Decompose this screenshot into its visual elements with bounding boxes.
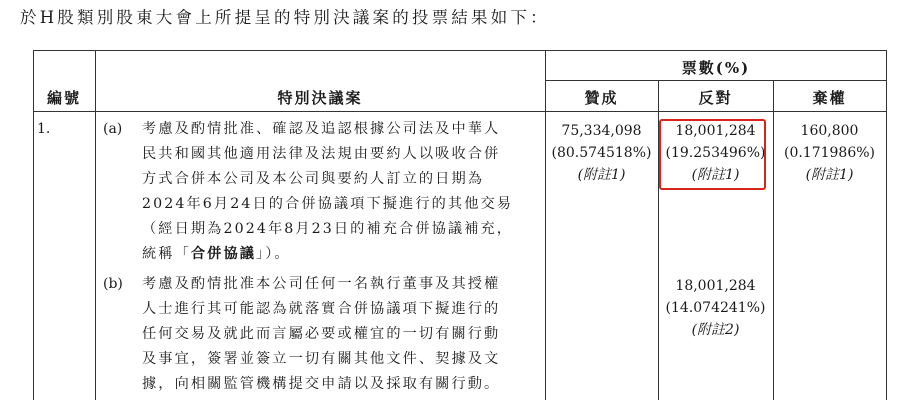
against-votes-cell-b bbox=[658, 275, 773, 341]
for-votes-cell bbox=[545, 120, 658, 186]
resolution-line: 2024年6月24日的合併協議項下擬進行的其他交易 bbox=[142, 196, 514, 212]
against-header: 反對 bbox=[698, 89, 733, 107]
votes-header: 票數(%) bbox=[681, 59, 751, 77]
against-note: (附註1) bbox=[691, 167, 740, 183]
abstain-header: 棄權 bbox=[812, 89, 847, 107]
resolution-line: 據，向相關監管機構提交申請以及採取有關行動。 bbox=[142, 376, 501, 392]
against-percentage: (14.074241%) bbox=[665, 300, 766, 316]
row-number: 1. bbox=[37, 121, 51, 137]
resolution-line: 任何交易及就此而言屬必要或權宜的一切有關行動 bbox=[142, 326, 501, 342]
header-bottom-border bbox=[33, 111, 887, 112]
number-header: 編號 bbox=[46, 89, 81, 107]
against-note: (附註2) bbox=[691, 322, 740, 338]
intro-text: 於H股類別股東大會上所提呈的特別決議案的投票結果如下： bbox=[20, 8, 550, 27]
resolution-line: 考慮及酌情批准本公司任何一名執行董事及其授權 bbox=[142, 276, 501, 292]
table-top-border bbox=[33, 50, 887, 51]
against-percentage: (19.253496%) bbox=[665, 145, 766, 161]
votes-header-divider bbox=[545, 80, 887, 81]
resolution-header: 特別決議案 bbox=[277, 89, 363, 107]
resolution-text-b bbox=[142, 272, 500, 397]
defined-term: 合併協議 bbox=[190, 246, 257, 262]
resolution-line: 民共和國其他適用法律及法規由要約人以吸收合併 bbox=[142, 146, 501, 162]
resolution-line: 方式合併本公司及本公司與要約人訂立的日期為 bbox=[142, 171, 485, 187]
abstain-note: (附註1) bbox=[805, 167, 854, 183]
sub-item-label: (b) bbox=[103, 276, 123, 292]
resolution-line: 人士進行其可能認為就落實合併協議項下擬進行的 bbox=[142, 301, 501, 317]
abstain-value: 160,800 bbox=[800, 123, 859, 139]
table-right-border bbox=[886, 50, 887, 400]
sub-item-label: (a) bbox=[103, 121, 123, 137]
against-value: 18,001,284 bbox=[675, 123, 756, 139]
resolution-line: （經日期為2024年8月23日的補充合併協議補充， bbox=[142, 221, 514, 237]
resolution-text-a bbox=[142, 117, 513, 267]
for-percentage: (80.574518%) bbox=[551, 145, 652, 161]
abstain-votes-cell bbox=[773, 120, 886, 186]
for-value: 75,334,098 bbox=[561, 123, 642, 139]
abstain-percentage: (0.171986%) bbox=[783, 145, 876, 161]
resolution-line: 及事宜，簽署並簽立一切有關其他文件、契據及文 bbox=[142, 351, 501, 367]
highlight-box bbox=[659, 119, 766, 190]
for-note: (附註1) bbox=[577, 167, 626, 183]
for-header: 贊成 bbox=[584, 89, 619, 107]
against-value: 18,001,284 bbox=[675, 278, 756, 294]
resolution-line: 考慮及酌情批准、確認及追認根據公司法及中華人 bbox=[142, 121, 501, 137]
resolution-line: 統稱「合併協議」）。 bbox=[142, 246, 291, 262]
